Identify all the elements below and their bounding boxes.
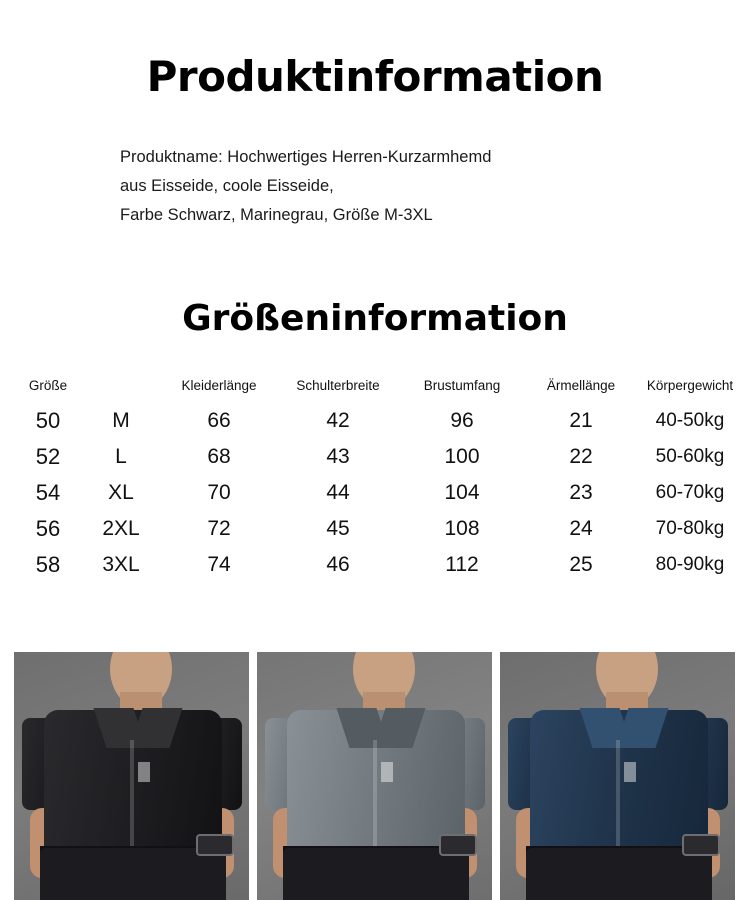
cell-length: 68 bbox=[207, 445, 231, 468]
shirt-placket bbox=[130, 740, 134, 858]
cell-size-letter: XL bbox=[108, 481, 134, 504]
cell-size-letter: L bbox=[115, 445, 127, 468]
cell-size-number: 52 bbox=[35, 444, 61, 469]
cell-size-letter: 3XL bbox=[102, 553, 140, 576]
table-header-row bbox=[14, 378, 744, 403]
cell-length: 72 bbox=[207, 517, 231, 540]
model-illustration bbox=[14, 652, 249, 900]
table-row bbox=[14, 547, 744, 583]
table-row bbox=[14, 511, 744, 547]
column-header-length: Kleiderlänge bbox=[181, 378, 257, 393]
shirt-placket bbox=[616, 740, 620, 858]
product-description-line-3: Farbe Schwarz, Marinegrau, Größe M-3XL bbox=[120, 206, 433, 224]
product-description-line-2: aus Eisseide, coole Eisseide, bbox=[120, 177, 334, 195]
cell-chest: 108 bbox=[444, 517, 480, 540]
cell-weight: 50-60kg bbox=[655, 446, 725, 467]
cell-shoulder: 46 bbox=[326, 553, 350, 576]
cell-weight: 40-50kg bbox=[655, 410, 725, 431]
model-watch bbox=[682, 834, 720, 856]
column-header-weight: Körpergewicht bbox=[646, 378, 734, 393]
cell-weight: 80-90kg bbox=[655, 554, 725, 575]
cell-sleeve: 25 bbox=[569, 553, 593, 576]
cell-shoulder: 44 bbox=[326, 481, 350, 504]
cell-size-number: 56 bbox=[35, 516, 61, 541]
cell-length: 66 bbox=[207, 409, 231, 432]
cell-length: 74 bbox=[207, 553, 231, 576]
cell-chest: 112 bbox=[445, 553, 479, 576]
model-watch bbox=[196, 834, 234, 856]
cell-shoulder: 43 bbox=[326, 445, 350, 468]
cell-weight: 70-80kg bbox=[655, 518, 725, 539]
column-header-sleeve: Ärmellänge bbox=[546, 378, 616, 393]
cell-sleeve: 21 bbox=[569, 409, 593, 432]
column-header-shoulder: Schulterbreite bbox=[296, 378, 380, 393]
column-header-chest: Brustumfang bbox=[423, 378, 501, 393]
cell-size-number: 58 bbox=[35, 552, 61, 577]
cell-size-number: 54 bbox=[35, 480, 61, 505]
cell-chest: 100 bbox=[444, 445, 480, 468]
product-photo-black bbox=[14, 652, 249, 900]
cell-chest: 104 bbox=[444, 481, 480, 504]
cell-weight: 60-70kg bbox=[655, 482, 725, 503]
column-header-size-number: Größe bbox=[28, 378, 68, 393]
table-row bbox=[14, 403, 744, 439]
model-illustration bbox=[257, 652, 492, 900]
shirt-logo-tag bbox=[138, 762, 150, 782]
column-header-size-letter bbox=[82, 378, 160, 403]
table-row bbox=[14, 475, 744, 511]
cell-size-letter: M bbox=[112, 409, 130, 432]
model-watch bbox=[439, 834, 477, 856]
size-table bbox=[14, 378, 744, 583]
model-illustration bbox=[500, 652, 735, 900]
cell-size-number: 50 bbox=[35, 408, 61, 433]
page-title-product-information: Produktinformation bbox=[146, 52, 604, 101]
section-title-size-information: Größeninformation bbox=[182, 298, 568, 339]
cell-sleeve: 23 bbox=[569, 481, 593, 504]
product-description-line-1: Produktname: Hochwertiges Herren-Kurzarmhemd bbox=[120, 148, 492, 166]
cell-sleeve: 24 bbox=[569, 517, 593, 540]
shirt-logo-tag bbox=[624, 762, 636, 782]
cell-chest: 96 bbox=[450, 409, 474, 432]
shirt-placket bbox=[373, 740, 377, 858]
product-description bbox=[120, 143, 660, 230]
product-photo-gray bbox=[257, 652, 492, 900]
table-row bbox=[14, 439, 744, 475]
cell-shoulder: 42 bbox=[326, 409, 350, 432]
cell-shoulder: 45 bbox=[326, 517, 350, 540]
cell-size-letter: 2XL bbox=[102, 517, 140, 540]
product-photo-navy bbox=[500, 652, 735, 900]
product-photo-strip bbox=[14, 652, 736, 900]
cell-length: 70 bbox=[207, 481, 231, 504]
cell-sleeve: 22 bbox=[569, 445, 593, 468]
shirt-logo-tag bbox=[381, 762, 393, 782]
